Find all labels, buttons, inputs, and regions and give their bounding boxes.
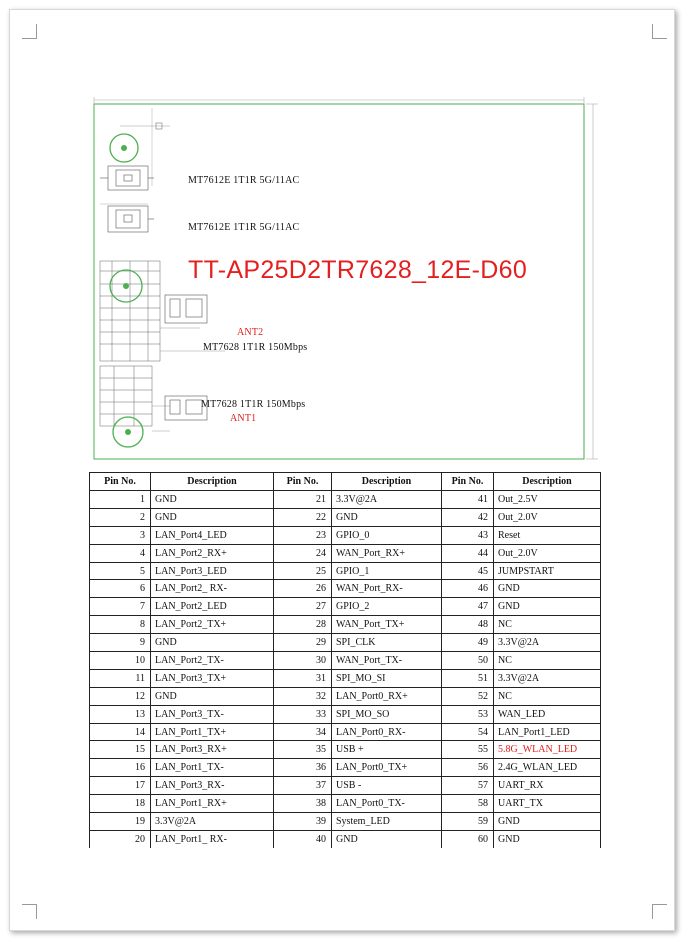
table-row: [90, 830, 601, 847]
table-row: [90, 544, 601, 562]
pin-number-cell: 48: [442, 616, 494, 634]
pin-description-cell: Out_2.0V: [494, 508, 601, 526]
pin-number-cell: 25: [274, 562, 332, 580]
pin-number-cell: 59: [442, 813, 494, 831]
pin-description-cell: WAN_Port_RX+: [332, 544, 442, 562]
pin-number-cell: 15: [90, 741, 151, 759]
pin-number-cell: 42: [442, 508, 494, 526]
pin-number-cell: 44: [442, 544, 494, 562]
pin-number-cell: 55: [442, 741, 494, 759]
pin-description-cell: LAN_Port1_TX-: [151, 759, 274, 777]
mt7612e-footprint-1: [100, 166, 154, 190]
pin-description-cell: GND: [494, 598, 601, 616]
pin-description-cell: GPIO_1: [332, 562, 442, 580]
pin-description-cell: SPI_CLK: [332, 634, 442, 652]
pin-description-cell: GND: [494, 830, 601, 847]
pin-description-cell: WAN_Port_TX+: [332, 616, 442, 634]
table-header-row: [90, 473, 601, 491]
pin-description-cell: LAN_Port1_LED: [494, 723, 601, 741]
pin-description-cell: LAN_Port3_TX-: [151, 705, 274, 723]
pin-description-cell: 3.3V@2A: [494, 634, 601, 652]
table-row: [90, 723, 601, 741]
pin-description-cell: 5.8G_WLAN_LED: [494, 741, 601, 759]
pin-description-cell: GND: [332, 508, 442, 526]
table-row: [90, 508, 601, 526]
pin-description-cell: NC: [494, 687, 601, 705]
pin-number-cell: 52: [442, 687, 494, 705]
pin-number-cell: 60: [442, 830, 494, 847]
pin-number-cell: 12: [90, 687, 151, 705]
table-row: [90, 813, 601, 831]
header-pin-no: Pin No.: [442, 473, 494, 491]
pin-description-cell: System_LED: [332, 813, 442, 831]
pin-number-cell: 45: [442, 562, 494, 580]
table-row: [90, 777, 601, 795]
pin-description-cell: LAN_Port2_RX+: [151, 544, 274, 562]
pin-description-cell: WAN_LED: [494, 705, 601, 723]
pin-description-cell: Out_2.5V: [494, 491, 601, 509]
pin-number-cell: 10: [90, 652, 151, 670]
pin-number-cell: 43: [442, 526, 494, 544]
pin-description-cell: LAN_Port1_ RX-: [151, 830, 274, 847]
pin-number-cell: 37: [274, 777, 332, 795]
table-row: [90, 616, 601, 634]
pin-number-cell: 16: [90, 759, 151, 777]
pin-description-cell: LAN_Port3_RX-: [151, 777, 274, 795]
pin-number-cell: 34: [274, 723, 332, 741]
pin-number-cell: 5: [90, 562, 151, 580]
pin-description-cell: 3.3V@2A: [332, 491, 442, 509]
table-row: [90, 687, 601, 705]
pin-description-cell: SPI_MO_SI: [332, 669, 442, 687]
table-row: [90, 598, 601, 616]
pin-number-cell: 46: [442, 580, 494, 598]
pin-description-cell: LAN_Port3_RX+: [151, 741, 274, 759]
pin-description-cell: USB -: [332, 777, 442, 795]
antenna-label-ant1: ANT1: [230, 413, 257, 424]
pin-description-cell: LAN_Port0_RX-: [332, 723, 442, 741]
module-label-3: MT7628 1T1R 150Mbps: [203, 342, 308, 353]
table-row: [90, 634, 601, 652]
pin-description-cell: NC: [494, 652, 601, 670]
crop-mark-top-left: [22, 24, 37, 39]
crop-mark-bottom-right: [652, 904, 667, 919]
pin-description-cell: LAN_Port4_LED: [151, 526, 274, 544]
pin-number-cell: 36: [274, 759, 332, 777]
pin-number-cell: 41: [442, 491, 494, 509]
pin-description-cell: 3.3V@2A: [151, 813, 274, 831]
table-row: [90, 580, 601, 598]
pin-definition-table: [89, 472, 601, 848]
pin-number-cell: 23: [274, 526, 332, 544]
pin-description-cell: GPIO_0: [332, 526, 442, 544]
pin-description-cell: LAN_Port1_RX+: [151, 795, 274, 813]
table-row: [90, 741, 601, 759]
pin-number-cell: 49: [442, 634, 494, 652]
antenna-label-ant2: ANT2: [237, 327, 264, 338]
pin-description-cell: LAN_Port3_LED: [151, 562, 274, 580]
pin-number-cell: 30: [274, 652, 332, 670]
pin-number-cell: 22: [274, 508, 332, 526]
pin-number-cell: 21: [274, 491, 332, 509]
pin-description-cell: LAN_Port2_TX+: [151, 616, 274, 634]
pin-number-cell: 26: [274, 580, 332, 598]
pin-number-cell: 17: [90, 777, 151, 795]
pin-description-cell: Reset: [494, 526, 601, 544]
pin-description-cell: Out_2.0V: [494, 544, 601, 562]
pin-number-cell: 6: [90, 580, 151, 598]
pin-description-cell: GND: [151, 491, 274, 509]
pin-number-cell: 32: [274, 687, 332, 705]
pin-number-cell: 54: [442, 723, 494, 741]
pin-number-cell: 20: [90, 830, 151, 847]
crop-mark-top-right: [652, 24, 667, 39]
header-description: Description: [151, 473, 274, 491]
pin-number-cell: 24: [274, 544, 332, 562]
pin-number-cell: 11: [90, 669, 151, 687]
pin-description-cell: GND: [151, 508, 274, 526]
pin-description-cell: NC: [494, 616, 601, 634]
header-pin-no: Pin No.: [90, 473, 151, 491]
crop-mark-bottom-left: [22, 904, 37, 919]
pin-number-cell: 7: [90, 598, 151, 616]
table-row: [90, 795, 601, 813]
pin-number-cell: 13: [90, 705, 151, 723]
table-row: [90, 669, 601, 687]
pin-number-cell: 18: [90, 795, 151, 813]
pin-number-cell: 19: [90, 813, 151, 831]
pin-number-cell: 39: [274, 813, 332, 831]
pin-number-cell: 53: [442, 705, 494, 723]
mt7612e-footprint-2: [100, 204, 154, 232]
pin-description-cell: GND: [332, 830, 442, 847]
pin-description-cell: WAN_Port_RX-: [332, 580, 442, 598]
pin-description-cell: GPIO_2: [332, 598, 442, 616]
pin-number-cell: 31: [274, 669, 332, 687]
pin-description-cell: LAN_Port1_TX+: [151, 723, 274, 741]
table-row: [90, 652, 601, 670]
pin-description-cell: LAN_Port2_ RX-: [151, 580, 274, 598]
pin-description-cell: LAN_Port2_LED: [151, 598, 274, 616]
pin-description-cell: GND: [494, 580, 601, 598]
pin-number-cell: 27: [274, 598, 332, 616]
pin-description-cell: UART_TX: [494, 795, 601, 813]
pin-number-cell: 50: [442, 652, 494, 670]
pin-description-cell: UART_RX: [494, 777, 601, 795]
pin-number-cell: 51: [442, 669, 494, 687]
pin-number-cell: 8: [90, 616, 151, 634]
pin-table-body: [90, 491, 601, 848]
header-pin-no: Pin No.: [274, 473, 332, 491]
pin-description-cell: 3.3V@2A: [494, 669, 601, 687]
module-label-4: MT7628 1T1R 150Mbps: [201, 399, 306, 410]
module-drawing: [90, 96, 602, 462]
pin-number-cell: 33: [274, 705, 332, 723]
table-row: [90, 526, 601, 544]
module-label-1: MT7612E 1T1R 5G/11AC: [188, 175, 300, 186]
pin-description-cell: USB +: [332, 741, 442, 759]
pin-description-cell: LAN_Port3_TX+: [151, 669, 274, 687]
header-description: Description: [494, 473, 601, 491]
pin-number-cell: 40: [274, 830, 332, 847]
pin-number-cell: 28: [274, 616, 332, 634]
pin-number-cell: 9: [90, 634, 151, 652]
pin-number-cell: 47: [442, 598, 494, 616]
pin-number-cell: 57: [442, 777, 494, 795]
pin-description-cell: GND: [494, 813, 601, 831]
pin-description-cell: 2.4G_WLAN_LED: [494, 759, 601, 777]
pin-description-cell: SPI_MO_SO: [332, 705, 442, 723]
table-row: [90, 759, 601, 777]
pin-number-cell: 29: [274, 634, 332, 652]
pin-number-cell: 56: [442, 759, 494, 777]
pin-description-cell: LAN_Port0_RX+: [332, 687, 442, 705]
table-row: [90, 705, 601, 723]
model-name-title: TT-AP25D2TR7628_12E-D60: [188, 256, 528, 284]
pin-description-cell: LAN_Port2_TX-: [151, 652, 274, 670]
pin-description-cell: GND: [151, 634, 274, 652]
header-description: Description: [332, 473, 442, 491]
pin-number-cell: 38: [274, 795, 332, 813]
pin-number-cell: 4: [90, 544, 151, 562]
pin-number-cell: 14: [90, 723, 151, 741]
pin-description-cell: LAN_Port0_TX+: [332, 759, 442, 777]
pin-description-cell: JUMPSTART: [494, 562, 601, 580]
pin-description-cell: GND: [151, 687, 274, 705]
mt7628-footprint-1: [165, 295, 207, 323]
pin-number-cell: 58: [442, 795, 494, 813]
pin-number-cell: 3: [90, 526, 151, 544]
pin-number-cell: 35: [274, 741, 332, 759]
module-label-2: MT7612E 1T1R 5G/11AC: [188, 222, 300, 233]
pin-description-cell: WAN_Port_TX-: [332, 652, 442, 670]
table-row: [90, 491, 601, 509]
pin-number-cell: 1: [90, 491, 151, 509]
pin-number-cell: 2: [90, 508, 151, 526]
table-row: [90, 562, 601, 580]
pin-description-cell: LAN_Port0_TX-: [332, 795, 442, 813]
